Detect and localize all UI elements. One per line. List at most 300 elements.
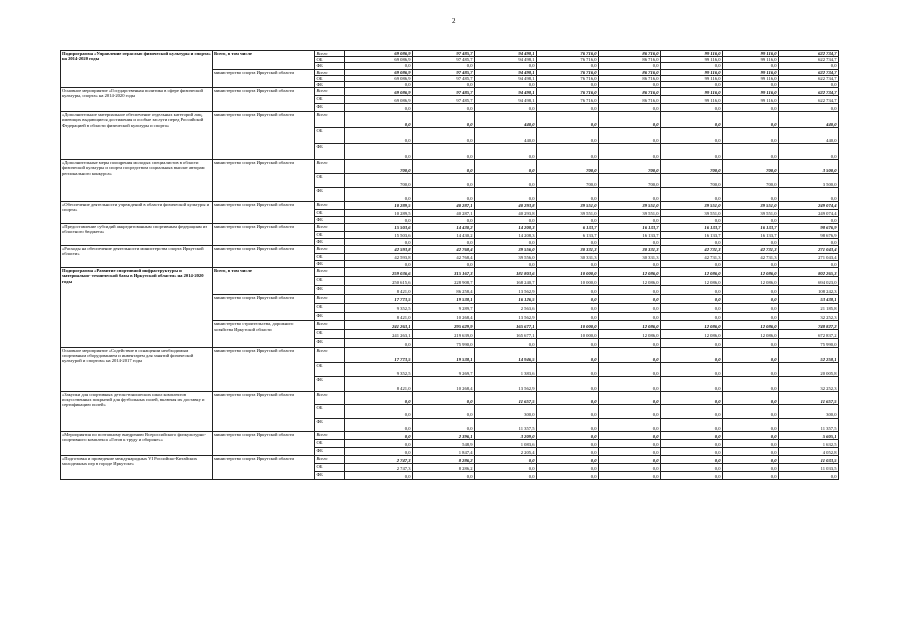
amount-cell: 0,0 <box>345 216 413 223</box>
total-cell: 694 023,0 <box>779 277 839 286</box>
total-cell: 32 252,3 <box>779 312 839 321</box>
amount-cell: 0,0 <box>413 112 475 128</box>
amount-cell: 42 731,3 <box>723 246 779 253</box>
funding-source: Всего <box>315 224 345 231</box>
amount-cell: 228 908,7 <box>413 277 475 286</box>
amount-cell: 0,0 <box>723 440 779 448</box>
amount-cell: 0,0 <box>537 128 599 144</box>
amount-cell: 69 086,9 <box>345 51 413 57</box>
total-cell: 622 734,7 <box>779 75 839 81</box>
total-cell: 0,0 <box>779 104 839 112</box>
amount-cell: 39 551,0 <box>537 209 599 216</box>
amount-cell: 0,0 <box>661 294 723 303</box>
total-cell: 108 242,3 <box>779 285 839 294</box>
amount-cell: 315 167,3 <box>413 268 475 277</box>
amount-cell: 0,0 <box>599 312 661 321</box>
amount-cell: 181 803,6 <box>475 268 537 277</box>
amount-cell: 0,0 <box>345 418 413 431</box>
amount-cell: 12 086,0 <box>599 277 661 286</box>
amount-cell: 40 287,1 <box>413 202 475 209</box>
amount-cell: 0,0 <box>723 362 779 377</box>
measure-name: «Обеспечение деятельности учреждений в области физической культуры и спорта» <box>61 202 213 224</box>
amount-cell: 12 086,0 <box>723 330 779 339</box>
amount-cell: 30 331,3 <box>599 253 661 260</box>
funding-source: Всего <box>315 321 345 330</box>
funding-source: ОБ <box>315 174 345 188</box>
amount-cell: 99 116,0 <box>723 75 779 81</box>
funding-source: ФБ <box>315 104 345 112</box>
amount-cell: 0,0 <box>537 472 599 480</box>
amount-cell: 0,0 <box>345 188 413 202</box>
amount-cell: 0,0 <box>599 440 661 448</box>
amount-cell: 1 083,6 <box>475 440 537 448</box>
amount-cell: 16 133,7 <box>723 231 779 238</box>
amount-cell: 99 116,0 <box>723 51 779 57</box>
amount-cell: 42 768,4 <box>413 253 475 260</box>
funding-source: ОБ <box>315 405 345 418</box>
funding-source: ФБ <box>315 63 345 69</box>
total-cell: 5 605,1 <box>779 432 839 440</box>
amount-cell: 0,0 <box>661 377 723 392</box>
amount-cell: 8 421,0 <box>345 377 413 392</box>
amount-cell: 39 551,0 <box>599 209 661 216</box>
amount-cell: 13 562,9 <box>475 312 537 321</box>
responsible-executor: министерство спорта Иркутской области <box>213 160 315 202</box>
amount-cell: 42 731,3 <box>661 246 723 253</box>
amount-cell: 0,0 <box>661 440 723 448</box>
amount-cell: 15 503,6 <box>345 224 413 231</box>
total-cell: 0,0 <box>779 260 839 267</box>
amount-cell: 0,0 <box>413 144 475 160</box>
amount-cell: 0,0 <box>661 362 723 377</box>
amount-cell: 0,0 <box>723 260 779 267</box>
amount-cell: 0,0 <box>345 128 413 144</box>
amount-cell: 97 485,7 <box>413 88 475 96</box>
amount-cell: 0,0 <box>537 377 599 392</box>
amount-cell: 8 286,2 <box>413 464 475 472</box>
amount-cell: 69 086,9 <box>345 69 413 75</box>
amount-cell: 10 268,4 <box>413 377 475 392</box>
amount-cell: 0,0 <box>599 260 661 267</box>
amount-cell: 76 716,0 <box>537 69 599 75</box>
amount-cell: 0,0 <box>475 160 537 174</box>
amount-cell: 0,0 <box>661 285 723 294</box>
amount-cell: 0,0 <box>345 448 413 456</box>
total-cell: 1 632,5 <box>779 440 839 448</box>
amount-cell: 13 562,9 <box>475 285 537 294</box>
amount-cell: 0,0 <box>345 82 413 88</box>
amount-cell: 0,0 <box>345 472 413 480</box>
amount-cell: 0,0 <box>345 339 413 348</box>
amount-cell: 0,0 <box>537 339 599 348</box>
responsible-executor: министерство спорта Иркутской области <box>213 392 315 432</box>
amount-cell: 13 562,9 <box>475 377 537 392</box>
amount-cell: 19 538,1 <box>413 294 475 303</box>
amount-cell: 16 133,7 <box>599 224 661 231</box>
amount-cell: 0,0 <box>599 432 661 440</box>
amount-cell: 42 731,3 <box>723 253 779 260</box>
amount-cell: 0,0 <box>475 144 537 160</box>
total-cell: 622 734,7 <box>779 57 839 63</box>
amount-cell: 700,0 <box>537 174 599 188</box>
amount-cell: 0,0 <box>723 339 779 348</box>
amount-cell: 0,0 <box>723 448 779 456</box>
funding-source: Всего <box>315 51 345 57</box>
responsible-executor: министерство спорта Иркутской области <box>213 202 315 224</box>
amount-cell: 76 716,0 <box>537 57 599 63</box>
amount-cell: 30 331,3 <box>599 246 661 253</box>
table-row <box>61 202 839 209</box>
amount-cell: 700,0 <box>599 160 661 174</box>
amount-cell: 0,0 <box>599 112 661 128</box>
total-cell: 3 500,0 <box>779 160 839 174</box>
amount-cell: 16 133,7 <box>661 231 723 238</box>
amount-cell: 0,0 <box>537 464 599 472</box>
amount-cell: 30 331,3 <box>537 246 599 253</box>
total-cell: 0,0 <box>779 238 839 245</box>
amount-cell: 86 716,0 <box>599 69 661 75</box>
total-cell: 622 734,7 <box>779 96 839 104</box>
amount-cell: 14 208,3 <box>475 231 537 238</box>
total-cell: 75 990,0 <box>779 339 839 348</box>
funding-source: ФБ <box>315 448 345 456</box>
amount-cell: 700,0 <box>661 174 723 188</box>
amount-cell: 0,0 <box>661 303 723 312</box>
total-cell: 748 827,2 <box>779 321 839 330</box>
amount-cell: 165 677,1 <box>475 330 537 339</box>
total-cell: 98 676,9 <box>779 231 839 238</box>
amount-cell: 700,0 <box>661 160 723 174</box>
total-cell: 11 033,5 <box>779 456 839 464</box>
amount-cell: 2 563,6 <box>475 303 537 312</box>
total-cell: 271 043,4 <box>779 246 839 253</box>
amount-cell: 0,0 <box>475 472 537 480</box>
amount-cell: 0,0 <box>661 260 723 267</box>
amount-cell: 0,0 <box>723 82 779 88</box>
amount-cell: 0,0 <box>537 82 599 88</box>
amount-cell: 0,0 <box>661 112 723 128</box>
amount-cell: 0,0 <box>723 432 779 440</box>
amount-cell: 97 485,7 <box>413 57 475 63</box>
funding-source: Всего <box>315 294 345 303</box>
funding-source: ОБ <box>315 57 345 63</box>
amount-cell: 0,0 <box>413 405 475 418</box>
total-cell: 0,0 <box>779 144 839 160</box>
amount-cell: 0,0 <box>345 392 413 405</box>
amount-cell: 17 773,5 <box>345 294 413 303</box>
amount-cell: 99 116,0 <box>723 96 779 104</box>
funding-source: ФБ <box>315 144 345 160</box>
amount-cell: 86 258,4 <box>413 285 475 294</box>
total-cell: 622 734,7 <box>779 88 839 96</box>
amount-cell: 0,0 <box>537 405 599 418</box>
funding-source: ОБ <box>315 75 345 81</box>
amount-cell: 40 287,1 <box>413 209 475 216</box>
responsible-executor: министерство спорта Иркутской области <box>213 294 315 321</box>
amount-cell: 700,0 <box>537 160 599 174</box>
amount-cell: 0,0 <box>661 456 723 464</box>
amount-cell: 0,0 <box>723 144 779 160</box>
amount-cell: 0,0 <box>723 312 779 321</box>
amount-cell: 6 133,7 <box>537 231 599 238</box>
amount-cell: 9 352,5 <box>345 303 413 312</box>
funding-source: ФБ <box>315 285 345 294</box>
total-cell: 622 734,7 <box>779 51 839 57</box>
amount-cell: 39 551,0 <box>723 209 779 216</box>
amount-cell: 12 086,0 <box>599 268 661 277</box>
amount-cell: 0,0 <box>599 339 661 348</box>
amount-cell: 0,0 <box>413 418 475 431</box>
amount-cell: 69 086,9 <box>345 88 413 96</box>
amount-cell: 548,9 <box>413 440 475 448</box>
amount-cell: 11 357,5 <box>475 418 537 431</box>
responsible-executor: министерство спорта Иркутской области <box>213 224 315 246</box>
total-cell: 622 734,7 <box>779 69 839 75</box>
total-cell: 249 074,4 <box>779 209 839 216</box>
amount-cell: 0,0 <box>537 348 599 363</box>
responsible-executor: министерство спорта Иркутской области <box>213 69 315 88</box>
amount-cell: 39 551,0 <box>723 202 779 209</box>
amount-cell: 16 126,5 <box>475 294 537 303</box>
amount-cell: 700,0 <box>723 174 779 188</box>
amount-cell: 0,0 <box>413 104 475 112</box>
total-cell: 4 052,8 <box>779 448 839 456</box>
amount-cell: 14 430,2 <box>413 224 475 231</box>
total-cell: 20 005,8 <box>779 362 839 377</box>
amount-cell: 0,0 <box>723 405 779 418</box>
total-cell: 271 043,4 <box>779 253 839 260</box>
amount-cell: 0,0 <box>599 188 661 202</box>
funding-source: ОБ <box>315 231 345 238</box>
amount-cell: 0,0 <box>599 63 661 69</box>
amount-cell: 99 116,0 <box>661 96 723 104</box>
amount-cell: 241 263,1 <box>345 321 413 330</box>
amount-cell: 0,0 <box>599 128 661 144</box>
amount-cell: 12 086,0 <box>661 268 723 277</box>
amount-cell: 39 551,0 <box>599 202 661 209</box>
amount-cell: 0,0 <box>537 456 599 464</box>
page-number: 2 <box>452 17 456 25</box>
amount-cell: 0,0 <box>537 303 599 312</box>
amount-cell: 0,0 <box>413 216 475 223</box>
amount-cell: 9 269,7 <box>413 362 475 377</box>
amount-cell: 440,0 <box>475 128 537 144</box>
amount-cell: 0,0 <box>475 82 537 88</box>
amount-cell: 0,0 <box>599 405 661 418</box>
funding-source: ОБ <box>315 303 345 312</box>
table-row <box>61 392 839 405</box>
amount-cell: 0,0 <box>537 112 599 128</box>
amount-cell: 0,0 <box>599 104 661 112</box>
amount-cell: 0,0 <box>661 464 723 472</box>
amount-cell: 10 289,5 <box>345 209 413 216</box>
amount-cell: 0,0 <box>599 82 661 88</box>
funding-source: Всего <box>315 112 345 128</box>
amount-cell: 440,0 <box>475 112 537 128</box>
amount-cell: 0,0 <box>723 392 779 405</box>
amount-cell: 94 498,1 <box>475 88 537 96</box>
measure-name: «Подготовка и проведение международных VI Российско-Китайских молодежных игр в городе Иркутске» <box>61 456 213 480</box>
amount-cell: 700,0 <box>345 174 413 188</box>
amount-cell: 0,0 <box>345 112 413 128</box>
table-row <box>61 160 839 174</box>
amount-cell: 99 116,0 <box>661 88 723 96</box>
total-cell: 3 500,0 <box>779 174 839 188</box>
amount-cell: 250 615,6 <box>345 277 413 286</box>
amount-cell: 39 556,0 <box>475 246 537 253</box>
responsible-executor: министерство строительства, дорожного хозяйства Иркутской области <box>213 321 315 348</box>
amount-cell: 86 716,0 <box>599 96 661 104</box>
total-cell: 11 033,5 <box>779 464 839 472</box>
table-row <box>61 246 839 253</box>
amount-cell: 97 485,7 <box>413 75 475 81</box>
amount-cell: 9 289,7 <box>413 303 475 312</box>
amount-cell: 0,0 <box>723 188 779 202</box>
amount-cell: 0,0 <box>537 188 599 202</box>
funding-source: Всего <box>315 268 345 277</box>
amount-cell: 42 731,3 <box>661 253 723 260</box>
amount-cell: 1 847,4 <box>413 448 475 456</box>
amount-cell: 12 086,0 <box>599 330 661 339</box>
amount-cell: 42 593,8 <box>345 253 413 260</box>
amount-cell: 0,0 <box>661 144 723 160</box>
amount-cell: 0,0 <box>345 104 413 112</box>
amount-cell: 0,0 <box>413 260 475 267</box>
amount-cell: 2 747,3 <box>345 456 413 464</box>
responsible-executor: министерство спорта Иркутской области <box>213 432 315 456</box>
amount-cell: 0,0 <box>599 144 661 160</box>
amount-cell: 86 716,0 <box>599 57 661 63</box>
funding-source: Всего <box>315 348 345 363</box>
amount-cell: 0,0 <box>475 260 537 267</box>
funding-source: ОБ <box>315 464 345 472</box>
amount-cell: 241 263,1 <box>345 330 413 339</box>
amount-cell: 14 208,3 <box>475 224 537 231</box>
measure-name: «Предоставление субсидий аккредитованным спортивным федерациям из областного бюджета» <box>61 224 213 246</box>
amount-cell: 0,0 <box>537 392 599 405</box>
amount-cell: 0,0 <box>413 238 475 245</box>
table-row <box>61 268 839 277</box>
amount-cell: 0,0 <box>345 63 413 69</box>
amount-cell: 0,0 <box>475 339 537 348</box>
funding-source: ФБ <box>315 472 345 480</box>
amount-cell: 42 768,4 <box>413 246 475 253</box>
amount-cell: 0,0 <box>599 464 661 472</box>
amount-cell: 69 086,9 <box>345 96 413 104</box>
funding-source: ФБ <box>315 339 345 348</box>
amount-cell: 76 716,0 <box>537 96 599 104</box>
funding-source: ФБ <box>315 312 345 321</box>
amount-cell: 39 551,0 <box>537 202 599 209</box>
total-cell: 0,0 <box>779 63 839 69</box>
table-row <box>61 224 839 231</box>
amount-cell: 0,0 <box>537 440 599 448</box>
amount-cell: 12 086,0 <box>723 277 779 286</box>
amount-cell: 42 593,8 <box>345 246 413 253</box>
amount-cell: 0,0 <box>599 362 661 377</box>
amount-cell: 12 086,0 <box>723 321 779 330</box>
funding-source: ОБ <box>315 277 345 286</box>
amount-cell: 94 498,1 <box>475 57 537 63</box>
amount-cell: 168 240,7 <box>475 277 537 286</box>
amount-cell: 0,0 <box>723 238 779 245</box>
amount-cell: 99 116,0 <box>723 57 779 63</box>
amount-cell: 0,0 <box>537 432 599 440</box>
amount-cell: 30 331,3 <box>537 253 599 260</box>
amount-cell: 0,0 <box>723 128 779 144</box>
total-cell: 0,0 <box>779 188 839 202</box>
amount-cell: 0,0 <box>537 216 599 223</box>
total-cell: 32 252,3 <box>779 377 839 392</box>
amount-cell: 75 990,0 <box>413 339 475 348</box>
responsible-executor: министерство спорта Иркутской области <box>213 348 315 392</box>
amount-cell: 14 946,5 <box>475 348 537 363</box>
amount-cell: 94 498,1 <box>475 96 537 104</box>
amount-cell: 295 629,9 <box>413 321 475 330</box>
funding-source: ОБ <box>315 253 345 260</box>
total-cell: 440,0 <box>779 112 839 128</box>
amount-cell: 8 421,0 <box>345 285 413 294</box>
amount-cell: 0,0 <box>537 63 599 69</box>
amount-cell: 700,0 <box>345 160 413 174</box>
amount-cell: 0,0 <box>599 456 661 464</box>
amount-cell: 0,0 <box>723 112 779 128</box>
amount-cell: 12 086,0 <box>661 321 723 330</box>
total-cell: 0,0 <box>779 472 839 480</box>
total-cell: 11 657,5 <box>779 392 839 405</box>
amount-cell: 0,0 <box>345 144 413 160</box>
amount-cell: 0,0 <box>661 63 723 69</box>
funding-source: ОБ <box>315 209 345 216</box>
measure-name: Основное мероприятие «Государственная политика в сфере физической культуры, спорта» на 2014-2020 годы <box>61 88 213 112</box>
table-row <box>61 112 839 128</box>
amount-cell: 0,0 <box>723 377 779 392</box>
responsible-executor: министерство спорта Иркутской области <box>213 456 315 480</box>
total-cell: 300,0 <box>779 405 839 418</box>
amount-cell: 94 498,1 <box>475 51 537 57</box>
amount-cell: 94 498,1 <box>475 69 537 75</box>
funding-source: Всего <box>315 88 345 96</box>
budget-table <box>60 50 839 480</box>
total-cell: 802 265,3 <box>779 268 839 277</box>
funding-source: Всего <box>315 202 345 209</box>
amount-cell: 99 116,0 <box>723 88 779 96</box>
funding-source: ОБ <box>315 440 345 448</box>
amount-cell: 0,0 <box>661 472 723 480</box>
amount-cell: 40 293,8 <box>475 202 537 209</box>
amount-cell: 0,0 <box>345 440 413 448</box>
amount-cell: 0,0 <box>475 238 537 245</box>
amount-cell: 0,0 <box>345 432 413 440</box>
amount-cell: 0,0 <box>345 260 413 267</box>
amount-cell: 40 293,8 <box>475 209 537 216</box>
responsible-executor: Всего, в том числе <box>213 51 315 70</box>
table-row <box>61 432 839 440</box>
responsible-executor: министерство спорта Иркутской области <box>213 246 315 268</box>
amount-cell: 0,0 <box>661 82 723 88</box>
amount-cell: 0,0 <box>413 160 475 174</box>
total-cell: 53 438,1 <box>779 294 839 303</box>
amount-cell: 165 677,1 <box>475 321 537 330</box>
amount-cell: 94 498,1 <box>475 75 537 81</box>
amount-cell: 0,0 <box>413 472 475 480</box>
amount-cell: 0,0 <box>345 238 413 245</box>
amount-cell: 97 485,7 <box>413 51 475 57</box>
funding-source: ОБ <box>315 330 345 339</box>
amount-cell: 0,0 <box>599 238 661 245</box>
amount-cell: 0,0 <box>723 472 779 480</box>
amount-cell: 0,0 <box>599 377 661 392</box>
